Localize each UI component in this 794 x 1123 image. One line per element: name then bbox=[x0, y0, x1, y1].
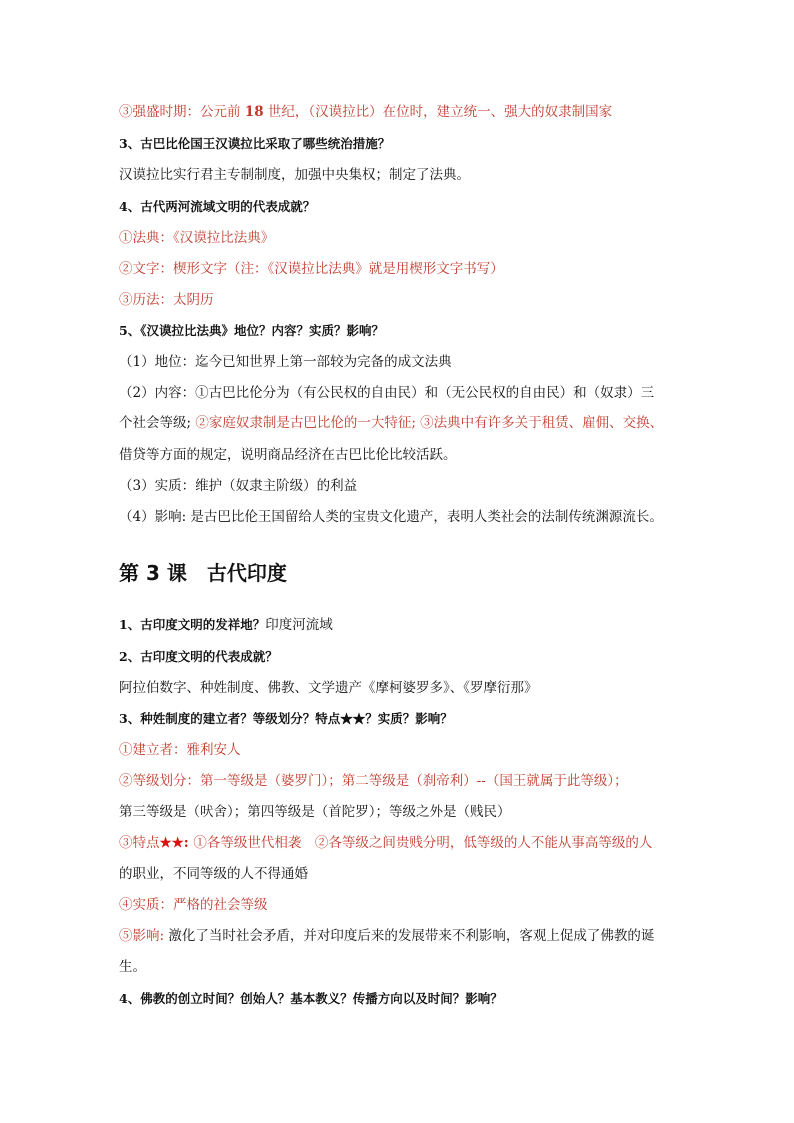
text-span: ③特点 bbox=[119, 835, 160, 851]
text-span: 个社会等级; bbox=[119, 415, 196, 431]
caste-essence: ④实质：严格的社会等级 bbox=[119, 897, 268, 913]
strong-period-line bbox=[119, 103, 679, 121]
text-span: 世纪，（汉谟拉比）在位时，建立统一、强大的奴隶制国家 bbox=[263, 104, 613, 120]
question-3: 3、古巴比伦国王汉谟拉比采取了哪些统治措施？ bbox=[119, 136, 391, 151]
text-span: 激化了当时社会矛盾，并对印度后来的发展带来不利影响，客观上促成了佛教的诞 bbox=[168, 928, 655, 944]
answer-5-essence: （3）实质：维护（奴隶主阶级）的利益 bbox=[119, 478, 358, 494]
text-span: ⑤影响: bbox=[119, 928, 169, 944]
answer-5-content: （2）内容：①古巴比伦分为（有公民权的自由民）和（无公民权的自由民）和（奴隶）三 bbox=[119, 385, 655, 401]
caste-impact bbox=[119, 927, 679, 945]
lesson-heading: 第 3 课 古代印度 bbox=[119, 561, 287, 585]
india-question-3: 3、种姓制度的建立者？等级划分？特点★★？实质？影响？ bbox=[119, 711, 453, 726]
india-question-1 bbox=[119, 616, 679, 634]
caste-levels-cont: 第三等级是（吠舍）；第四等级是（首陀罗）；等级之外是（贱民） bbox=[119, 804, 511, 820]
caste-levels: ②等级划分：第一等级是（婆罗门）；第二等级是（刹帝利）--（国王就属于此等级）； bbox=[119, 773, 628, 789]
answer-5-status: （1）地位：迄今已知世界上第一部较为完备的成文法典 bbox=[119, 354, 452, 370]
text-span: ②家庭奴隶制是古巴比伦的一大特征; ③法典中有许多关于租赁、雇佣、交换、 bbox=[195, 415, 664, 431]
question-text: 1、古印度文明的发祥地？ bbox=[119, 617, 266, 632]
answer-4-script: ②文字：楔形文字（注：《汉谟拉比法典》就是用楔形文字书写） bbox=[119, 261, 504, 277]
answer-3: 汉谟拉比实行君主专制制度，加强中央集权；制定了法典。 bbox=[119, 167, 470, 183]
answer-5-content-end: 借贷等方面的规定，说明商品经济在古巴比伦比较活跃。 bbox=[119, 447, 457, 463]
caste-impact-cont: 生。 bbox=[119, 959, 146, 975]
answer-text: 印度河流域 bbox=[265, 617, 333, 633]
answer-5-impact: （4）影响: 是古巴比伦王国留给人类的宝贵文化遗产，表明人类社会的法制传统渊源流长。 bbox=[119, 509, 663, 525]
answer-4-calendar: ③历法：太阴历 bbox=[119, 292, 214, 308]
question-4: 4、古代两河流域文明的代表成就？ bbox=[119, 199, 316, 214]
star-icon: ★★: bbox=[159, 835, 194, 851]
caste-features-cont: 的职业，不同等级的人不得通婚 bbox=[119, 866, 308, 882]
answer-5-content-cont bbox=[119, 414, 679, 432]
india-answer-2: 阿拉伯数字、种姓制度、佛教、文学遗产《摩柯婆罗多》、《罗摩衍那》 bbox=[119, 680, 538, 696]
text-span: ③强盛时期：公元前 bbox=[119, 104, 245, 120]
caste-features bbox=[119, 834, 679, 852]
india-question-4: 4、佛教的创立时间？创始人？基本教义？传播方向以及时间？影响？ bbox=[119, 991, 503, 1006]
text-span: ①各等级世代相袭 ②各等级之间贵贱分明，低等级的人不能从事高等级的人 bbox=[193, 835, 653, 851]
century-number: 18 bbox=[244, 104, 264, 120]
question-5: 5、《汉谟拉比法典》地位？内容？实质？影响？ bbox=[119, 323, 384, 338]
caste-founder: ①建立者：雅利安人 bbox=[119, 742, 241, 758]
india-question-2: 2、古印度文明的代表成就？ bbox=[119, 649, 278, 664]
answer-4-law: ①法典：《汉谟拉比法典》 bbox=[119, 230, 275, 246]
